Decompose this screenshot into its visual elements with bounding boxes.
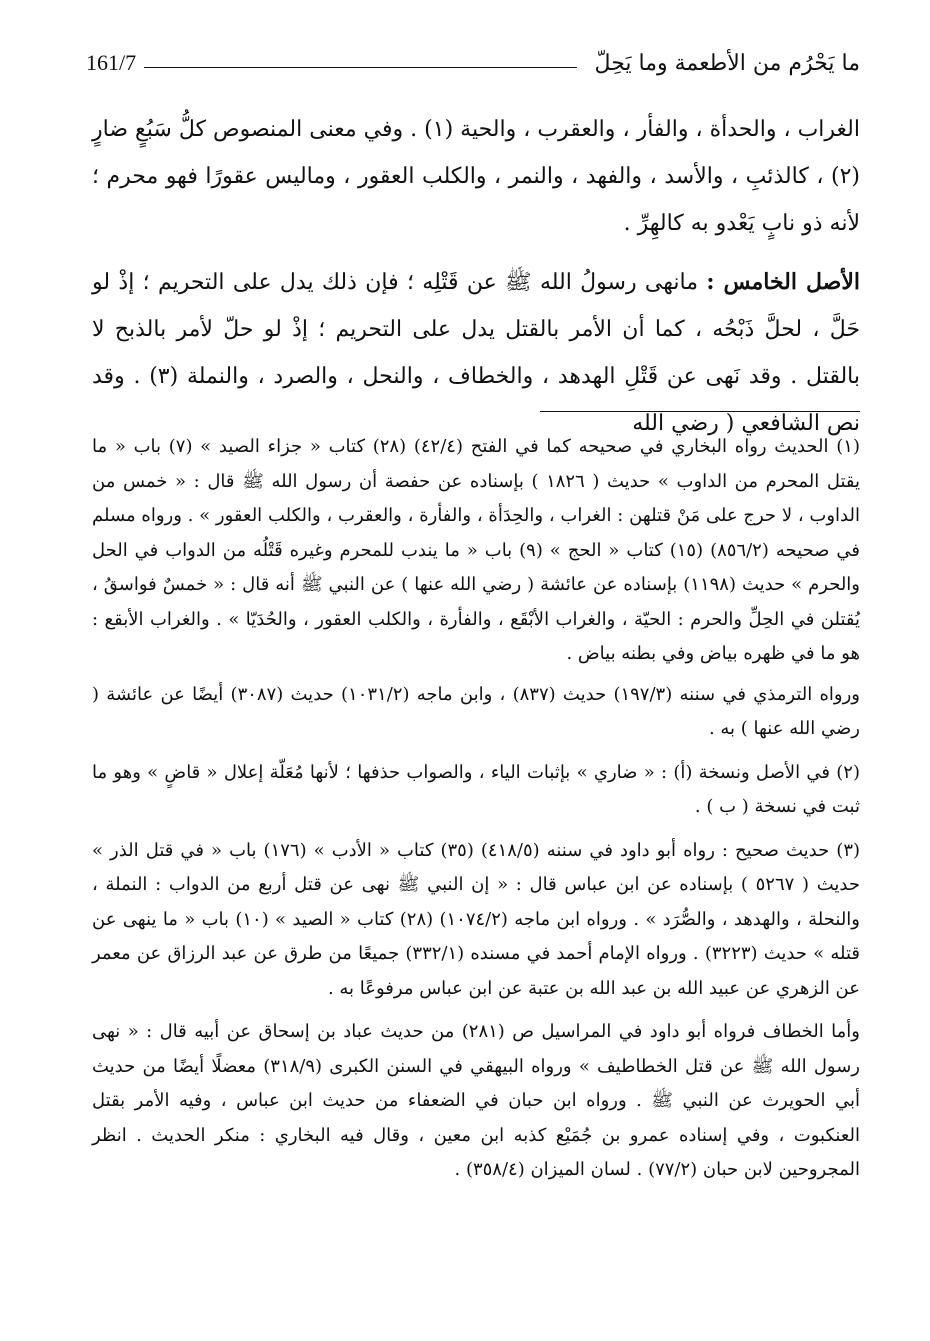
paragraph-2 [92,259,860,447]
footnotes [92,430,860,1197]
footnote-1: (١) الحديث رواه البخاري في صحيحه كما في الفتح (٤٢/٤) (٢٨) كتاب « جزاء الصيد » (٧) باب « ما يقتل المحرم من الداوب » حديث ( ١٨٢٦ ) بإسناده عن حفصة أن رسول الله ﷺ قال : « خمس من الداوب ، لا حرج على مَنْ قتلهن : الغراب ، والحِدَأة ، والفأرة ، والعقرب ، والكلب العقور » . ورواه مسلم في صحيحه (٨٥٦/٢) (١٥) كتاب « الحج » (٩) باب « ما يندب للمحرم وغيره قَتْلُه من الدواب في الحل والحرم » حديث (١١٩٨) بإسناده عن عائشة ( رضي الله عنها ) عن النبي ﷺ أنه قال : « خمسٌ فواسقُ ، يُقتلن في الحِلِّ والحرم : الحيّة ، والغراب الأبْقَع ، والفأرة ، والكلب العقور ، والحُدَيّا » . والغراب الأبقع : هو ما في ظهره بياض وفي بطنه بياض . [92,436,861,664]
footnote-1-continued: ورواه الترمذي في سننه (١٩٧/٣) حديث (٨٣٧) ، وابن ماجه (١٠٣١/٢) حديث (٣٠٨٧) أيضًا عن عائشة ( رضي الله عنها ) به . [92,683,860,739]
footnote-separator [540,411,860,412]
paragraph-2-text: مانهى رسولُ الله ﷺ عن قَتْلِه ؛ فإن ذلك يدل على التحريم ؛ إذْ لو حَلَّ ، لحلَّ ذَبْحُه ، كما أن الأمر بالقتل يدل على التحريم ؛ إذْ لو حلّ لأمر بالذبح لا بالقتل . وقد نَهى عن قَتْلِ الهدهد ، والخطاف ، والنحل ، والصرد ، والنملة (٣) . وقد نص الشافعي ( رضي الله [92,270,860,436]
running-header [86,42,860,76]
chapter-title: ما يَحْرُم من الأطعمة وما يَحِلّ [594,51,860,76]
main-text [92,106,860,447]
footnote-2: (٢) في الأصل ونسخة (أ) : « ضاري » بإثبات الياء ، والصواب حذفها ؛ لأنها مُعَلّة إعلال « قاضٍ » وهو ما ثبت في نسخة ( ب ) . [92,761,860,817]
footnote-3-continued: وأما الخطاف فرواه أبو داود في المراسيل ص (٢٨١) من حديث عباد بن إسحاق عن أبيه قال : « نهى رسول الله ﷺ عن قتل الخطاطيف » ورواه البيهقي في السنن الكبرى (٣١٨/٩) معضلًا أيضًا من حديث أبي الحويرث عن النبي ﷺ . ورواه ابن حبان في الضعفاء من حديث ابن عباس ، وفيه الأمر بقتل العنكبوت ، وفي إسناده عمرو بن جُمَيْع كذبه ابن معين ، وقال فيه البخاري : منكر الحديث . انظر المجروحين لابن حبان (٧٧/٢) . لسان الميزان (٣٥٨/٤) . [92,1021,861,1180]
header-rule [144,67,576,68]
paragraph-1: الغراب ، والحدأة ، والفأر ، والعقرب ، والحية (١) . وفي معنى المنصوص كلُّ سَبُعٍ ضارٍ (٢) ، كالذئبِ ، والأسد ، والفهد ، والنمر ، والكلب العقور ، وماليس عقورًا فهو محرم ؛ لأنه ذو نابٍ يَعْدو به كالهِرِّ . [92,117,860,236]
section-label: الأصل الخامس : [706,269,860,295]
footnote-3: (٣) حديث صحيح : رواه أبو داود في سننه (٤١٨/٥) (٣٥) كتاب « الأدب » (١٧٦) باب « في قتل الذر » حديث ( ٥٢٦٧ ) بإسناده عن ابن عباس قال : « إن النبي ﷺ نهى عن قتل أربع من الدواب : النملة ، والنحلة ، والهدهد ، والصُّرَد » . ورواه ابن ماجه (١٠٧٤/٢) (٢٨) كتاب « الصيد » (١٠) باب « ما ينهى عن قتله » حديث (٣٢٢٣) . ورواه الإمام أحمد في مسنده (٣٣٢/١) جميعًا من طرق عن عبد الرزاق عن معمر عن الزهري عن عبيد الله بن عبد الله بن عتبة عن ابن عباس مرفوعًا به . [92,839,861,999]
page-number: 161/7 [86,50,137,75]
